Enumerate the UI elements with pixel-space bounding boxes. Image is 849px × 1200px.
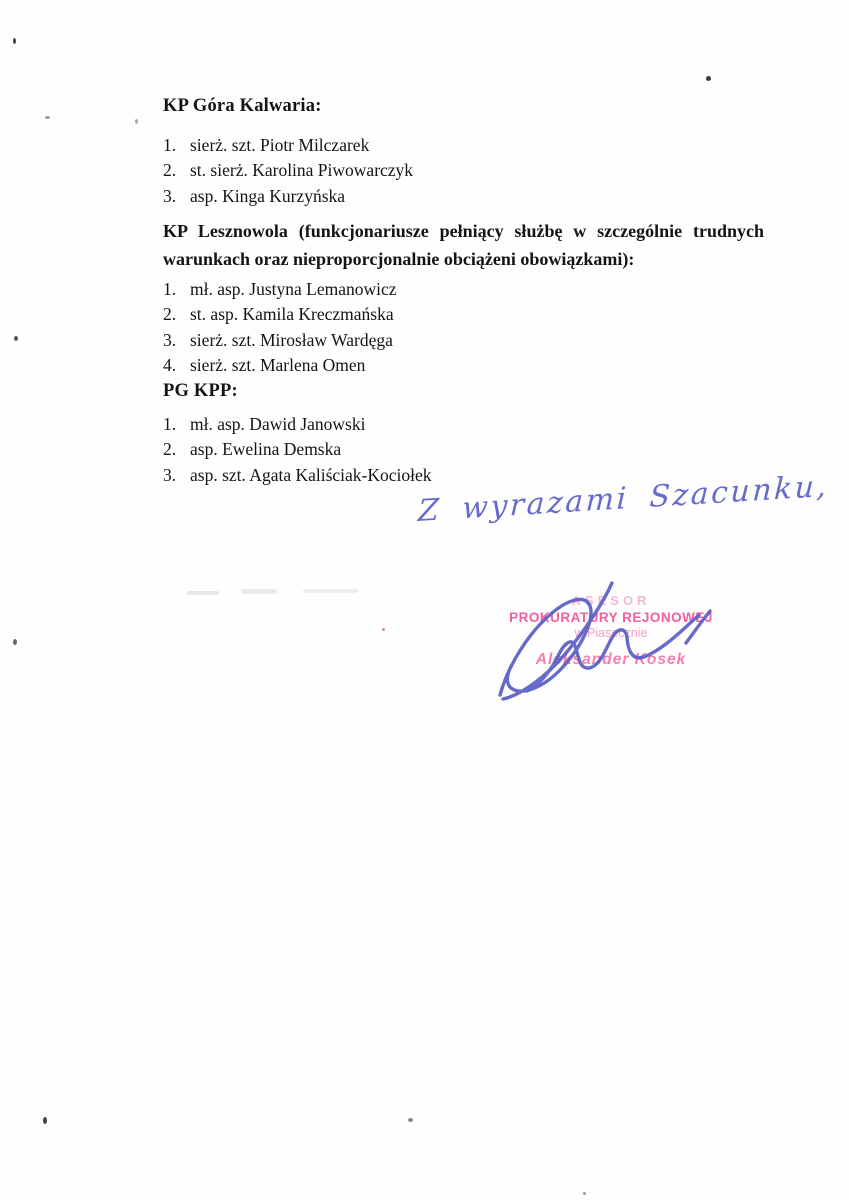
list-item: asp. Kinga Kurzyńska [190, 185, 346, 206]
section-title-kp-gora-kalwaria: KP Góra Kalwaria: [163, 96, 322, 116]
scan-speck [706, 76, 711, 81]
scan-smudge [241, 589, 277, 594]
scan-speck [382, 628, 385, 631]
handwritten-closing: Z wyrazami Szacunku, [417, 468, 830, 530]
list-item: mł. asp. Dawid Janowski [190, 414, 366, 434]
scan-smudge [303, 589, 358, 593]
scan-speck [13, 38, 16, 44]
section-title-pg-kpp: PG KPP: [163, 381, 238, 401]
stamp-role-line-2: PROKURATURY REJONOWEJ [509, 609, 713, 625]
list-item: asp. szt. Agata Kaliściak-Kociołek [190, 464, 432, 485]
scan-speck [45, 116, 50, 119]
scan-speck [408, 1118, 413, 1122]
scan-speck [13, 639, 17, 645]
list-item: st. sierż. Karolina Piwowarczyk [190, 160, 414, 181]
scan-speck [14, 336, 18, 341]
scan-speck [43, 1117, 47, 1124]
stamp-name: Aleksander Kosek [535, 650, 687, 668]
stamp-location: w Piasecznie [574, 626, 648, 641]
scan-speck [135, 119, 138, 124]
list-item: sierż. szt. Marlena Omen [190, 355, 366, 376]
stamp-role-line-1: ASESOR [571, 593, 651, 608]
prosecutor-stamp [488, 594, 734, 669]
list-item: asp. Ewelina Demska [190, 439, 342, 460]
list-item: sierż. szt. Piotr Milczarek [190, 135, 370, 155]
scan-speck [583, 1192, 586, 1195]
member-list-pg-kpp [163, 412, 432, 488]
list-item: mł. asp. Justyna Lemanowicz [190, 279, 397, 299]
list-item: sierż. szt. Mirosław Wardęga [190, 329, 393, 350]
member-list-kp-lesznowola [163, 277, 397, 379]
section-title-line-1: KP Lesznowola (funkcjonariusze pełniący służbę w szczególnie trudnych [163, 221, 764, 241]
member-list-kp-gora-kalwaria [163, 133, 413, 209]
list-item: st. asp. Kamila Kreczmańska [190, 304, 394, 325]
section-title-kp-lesznowola [163, 217, 764, 273]
scan-smudge [187, 591, 219, 595]
section-title-line-2: warunkach oraz nieproporcjonalnie obciążeni obowiązkami): [163, 249, 635, 269]
